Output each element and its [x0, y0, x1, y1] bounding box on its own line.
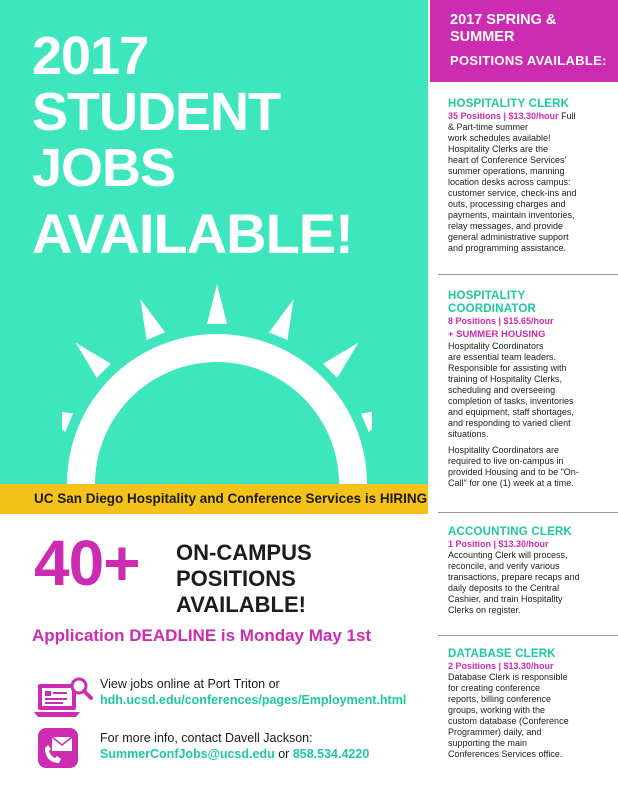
job-meta: 8 Positions | $15.65/hour	[448, 316, 554, 326]
sidebar-header-line3: POSITIONS AVAILABLE:	[450, 53, 607, 68]
contact-email-link[interactable]: SummerConfJobs@ucsd.edu	[100, 747, 275, 761]
employment-link[interactable]: hdh.ucsd.edu/conferences/pages/Employment.html	[100, 693, 407, 707]
job-meta: 2 Positions | $13.30/hour	[448, 661, 554, 671]
job-title: HOSPITALITY CLERK	[448, 98, 570, 110]
job-divider	[438, 274, 618, 275]
jobs-online-line: View jobs online at Port Triton or	[100, 677, 280, 691]
positions-label-line1: ON-CAMPUS	[176, 540, 312, 565]
job-description: 35 Positions | $13.30/hour Full & Part-time summer work schedules available! Hospitality Clerks are the heart of Conference Services' summer operations, manning location desks across campus: customer service, check-ins and outs, processing charges and payments, maintain inventories, relay messages, and provide general administrative support and programming assistance.	[448, 111, 577, 253]
phone-email-icon	[38, 728, 82, 772]
application-deadline: Application DEADLINE is Monday May 1st	[32, 626, 372, 645]
laptop-search-icon	[34, 676, 94, 720]
sidebar-header-line1: 2017 SPRING &	[450, 12, 557, 28]
job-accounting-clerk	[448, 526, 612, 616]
headline-line-student: STUDENT	[32, 82, 280, 142]
job-hospitality-coordinator	[448, 290, 612, 489]
headline	[32, 26, 422, 265]
job-database-clerk	[448, 648, 612, 760]
sidebar-header-line2: SUMMER	[450, 29, 515, 45]
contact-phone-link[interactable]: 858.534.4220	[292, 747, 370, 761]
job-extra-benefit: + SUMMER HOUSING	[448, 329, 546, 340]
positions-label	[176, 540, 426, 618]
contact-info-line: For more info, contact Davell Jackson:	[100, 731, 313, 745]
sidebar-header	[430, 0, 618, 82]
job-meta: 35 Positions | $13.30/hour	[448, 111, 559, 121]
positions-sidebar	[430, 0, 618, 800]
contact-or-text: or	[278, 747, 290, 761]
job-divider	[438, 635, 618, 636]
headline-line-year: 2017	[32, 26, 149, 86]
job-description: Hospitality Coordinators are essential team leaders. Responsible for assisting with training of Hospitality Clerks, scheduling and overseeing completion of tasks, inventories and equipment, staff shortages, and responding to varied client situations.	[448, 341, 574, 439]
headline-line-jobs: JOBS	[32, 138, 176, 198]
job-description: Database Clerk is responsible for creating conference reports, billing conference groups, working with the custom database (Conference Programmer) daily, and supporting the main Conferences Services office.	[448, 672, 569, 759]
job-title: HOSPITALITY COORDINATOR	[448, 290, 537, 315]
headline-line-available: AVAILABLE!	[32, 202, 353, 265]
positions-label-line2: POSITIONS AVAILABLE!	[176, 566, 306, 617]
job-hospitality-clerk	[448, 98, 612, 254]
job-description: Accounting Clerk will process, reconcile, and verify various transactions, prepare recaps and daily deposits to the Central Cashier, and train Hospitality Clerks on register.	[448, 550, 580, 615]
hero-panel	[0, 0, 428, 484]
contact-text	[100, 730, 430, 762]
job-title: DATABASE CLERK	[448, 648, 556, 660]
hiring-banner: UC San Diego Hospitality and Conference Services is HIRING	[0, 484, 428, 514]
job-meta: 1 Position | $13.30/hour	[448, 539, 549, 549]
positions-count: 40+	[34, 527, 140, 599]
job-housing-note: Hospitality Coordinators are required to live on-campus in provided Housing and to be "On- Call" for one (1) week at a time.	[448, 445, 579, 488]
jobs-online-text	[100, 676, 430, 708]
sun-icon	[62, 262, 372, 484]
job-divider	[438, 512, 618, 513]
job-title: ACCOUNTING CLERK	[448, 526, 572, 538]
